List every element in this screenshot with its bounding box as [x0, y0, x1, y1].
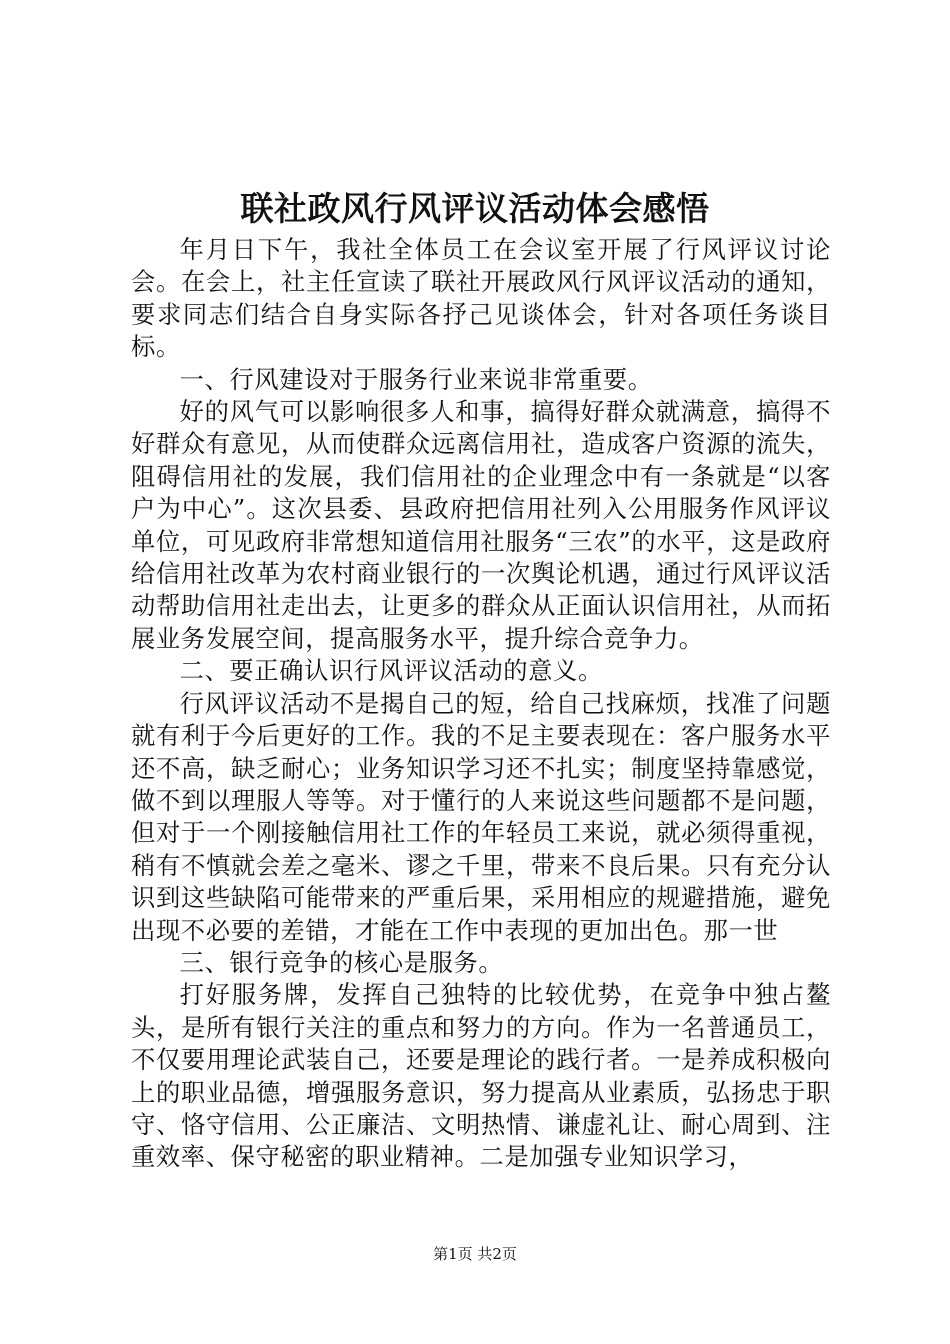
document-title: 联社政风行风评议活动体会感悟 [240, 189, 710, 228]
page-footer: 第1页 共2页 [433, 1245, 517, 1263]
document-body [131, 234, 831, 1174]
section-heading: 一、行风建设对于服务行业来说非常重要。 [179, 364, 653, 394]
body-paragraph: 行风评议活动不是揭自己的短，给自己找麻烦，找准了问题就有利于今后更好的工作。我的不足主要表现在：客户服务水平还不高，缺乏耐心；业务知识学习还不扎实；制度坚持靠感觉，做不到以理服人等等。对于懂行的人来说这些问题都不是问题，但对于一个刚接触信用社工作的年轻员工来说，就必须得重视，稍有不慎就会差之毫米、谬之千里，带来不良后果。只有充分认识到这些缺陷可能带来的严重后果，采用相应的规避措施，避免出现不必要的差错，才能在工作中表现的更加出色。那一世 [131, 688, 831, 945]
section-heading: 二、要正确认识行风评议活动的意义。 [179, 656, 603, 686]
section-heading: 三、银行竞争的核心是服务。 [179, 947, 504, 977]
body-paragraph: 年月日下午，我社全体员工在会议室开展了行风评议讨论会。在会上，社主任宣读了联社开展政风行风评议活动的通知，要求同志们结合自身实际各抒己见谈体会，针对各项任务谈目标。 [131, 235, 831, 362]
body-paragraph: 好的风气可以影响很多人和事，搞得好群众就满意，搞得不好群众有意见，从而使群众远离信用社，造成客户资源的流失，阻碍信用社的发展，我们信用社的企业理念中有一条就是“以客户为中心”。这次县委、县政府把信用社列入公用服务作风评议单位，可见政府非常想知道信用社服务“三农”的水平，这是政府给信用社改革为农村商业银行的一次舆论机遇，通过行风评议活动帮助信用社走出去，让更多的群众从正面认识信用社，从而拓展业务发展空间，提高服务水平，提升综合竞争力。 [131, 397, 831, 653]
body-paragraph: 打好服务牌，发挥自己独特的比较优势，在竞争中独占鳌头，是所有银行关注的重点和努力的方向。作为一名普通员工，不仅要用理论武装自己，还要是理论的践行者。一是养成积极向上的职业品德，增强服务意识，努力提高从业素质，弘扬忠于职守、恪守信用、公正廉洁、文明热情、谦虚礼让、耐心周到、注重效率、保守秘密的职业精神。二是加强专业知识学习， [131, 980, 831, 1172]
